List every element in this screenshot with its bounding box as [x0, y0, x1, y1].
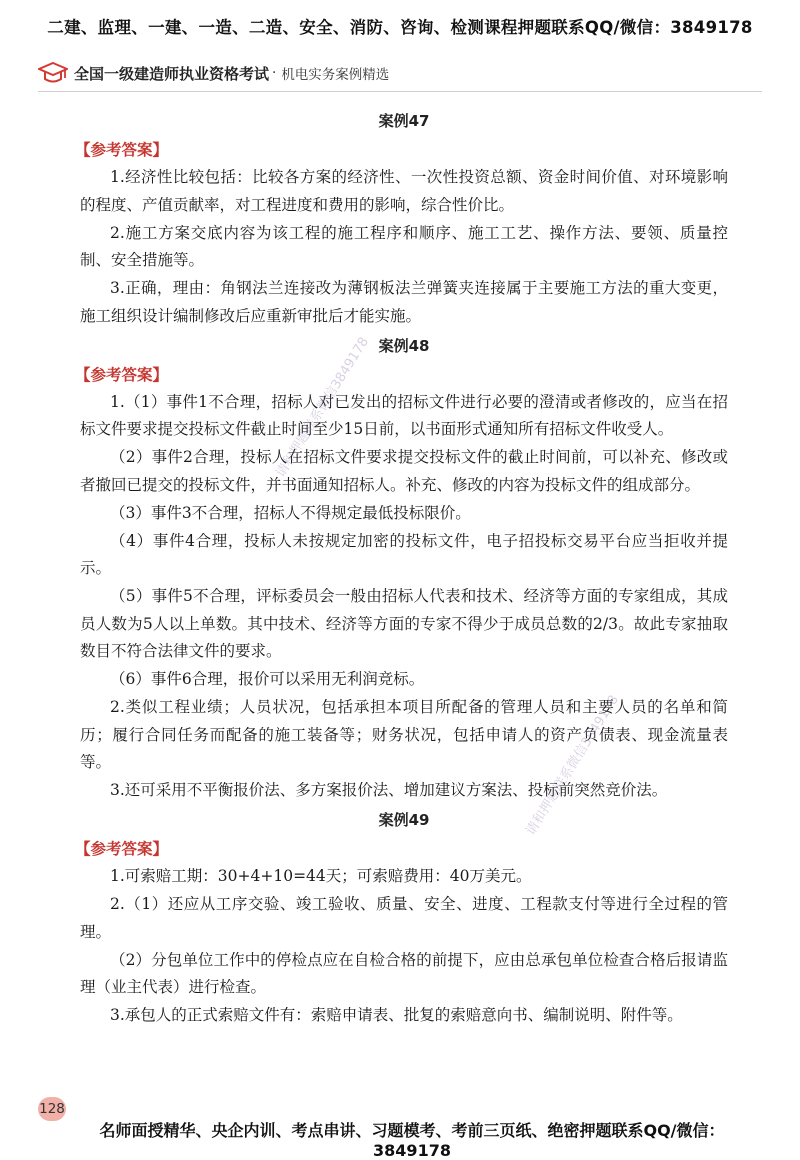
answer-label: 【参考答案】	[75, 141, 169, 159]
answer-label: 【参考答案】	[75, 365, 169, 384]
answer-paragraph: （3）事件3不合理，招标人不得规定最低投标限价。	[110, 503, 471, 522]
answer-paragraph: （6）事件6合理，报价可以采用无利润竞标。	[110, 670, 425, 688]
answer-paragraph: （5）事件5不合理，评标委员会一般由招标人代表和技术、经济等方面的专家组成，其成员人数为5人以上单数。其中技术、经济等方面的专家不得少于成员总数的2/3。故此专家抽取数目不符合法律文件的要求。	[80, 587, 728, 660]
answer-label: 【参考答案】	[75, 840, 169, 858]
answer-paragraph: （4）事件4合理，投标人未按规定加密的投标文件，电子招投标交易平台应当拒收并提示。	[80, 531, 728, 577]
book-header	[38, 60, 389, 86]
answer-paragraph: 2.类似工程业绩；人员状况，包括承担本项目所配备的管理人员和主要人员的名单和简历；履行合同任务而配备的施工装备等；财务状况，包括申请人的资产负债表、现金流量表等。	[80, 698, 728, 771]
answer-paragraph: （2）事件2合理，投标人在招标文件要求提交投标文件的截止时间前，可以补充、修改或者撤回已提交的投标文件，并书面通知招标人。补充、修改的内容为投标文件的组成部分。	[80, 448, 728, 494]
header-divider	[38, 91, 762, 92]
page-number: 128	[38, 1097, 66, 1121]
answer-paragraph: 1.可索赔工期：30+4+10=44天；可索赔费用：40万美元。	[110, 867, 532, 885]
answer-paragraph: 3.正确，理由：角钢法兰连接改为薄钢板法兰弹簧夹连接属于主要施工方法的重大变更，施工组织设计编制修改后应重新审批后才能实施。	[80, 279, 728, 325]
watermark: 请和押题联系微信3849178	[273, 334, 372, 481]
book-title: 全国一级建造师执业资格考试	[74, 64, 270, 83]
book-subtitle: 机电实务案例精选	[281, 67, 390, 83]
case-title: 案例49	[378, 811, 430, 829]
case-title: 案例47	[378, 112, 430, 130]
answer-paragraph: 1.（1）事件1不合理，招标人对已发出的招标文件进行必要的澄清或者修改的，应当在招标文件要求提交投标文件截止时间至少15日前，以书面形式通知所有招标文件收受人。	[80, 392, 728, 438]
answer-paragraph: 2.（1）还应从工序交验、竣工验收、质量、安全、进度、工程款支付等进行全过程的管理。	[80, 895, 728, 941]
top-banner: 二建、监理、一建、一造、二造、安全、消防、咨询、检测课程押题联系QQ/微信：3849178	[47, 18, 753, 37]
content	[75, 106, 728, 1030]
book-separator: ·	[272, 65, 277, 81]
graduation-cap-icon	[38, 60, 68, 86]
answer-paragraph: 1.经济性比较包括：比较各方案的经济性、一次性投资总额、资金时间价值、对环境影响的程度、产值贡献率，对工程进度和费用的影响，综合性价比。	[80, 168, 728, 214]
case-title: 案例48	[378, 336, 430, 355]
answer-paragraph: 2.施工方案交底内容为该工程的施工程序和顺序、施工工艺、操作方法、要领、质量控制、安全措施等。	[80, 223, 728, 269]
watermark: 请和押题联系微信3849178	[523, 692, 622, 839]
answer-paragraph: 3.承包人的正式索赔文件有：索赔申请表、批复的索赔意向书、编制说明、附件等。	[110, 1006, 683, 1024]
bottom-banner: 名师面授精华、央企内训、考点串讲、习题模考、考前三页纸、绝密押题联系QQ/微信：3849178	[99, 1121, 725, 1160]
answer-paragraph: （2）分包单位工作中的停检点应在自检合格的前提下，应由总承包单位检查合格后报请监理（业主代表）进行检查。	[80, 950, 728, 996]
answer-paragraph: 3.还可采用不平衡报价法、多方案报价法、增加建议方案法、投标前突然竞价法。	[110, 781, 668, 799]
